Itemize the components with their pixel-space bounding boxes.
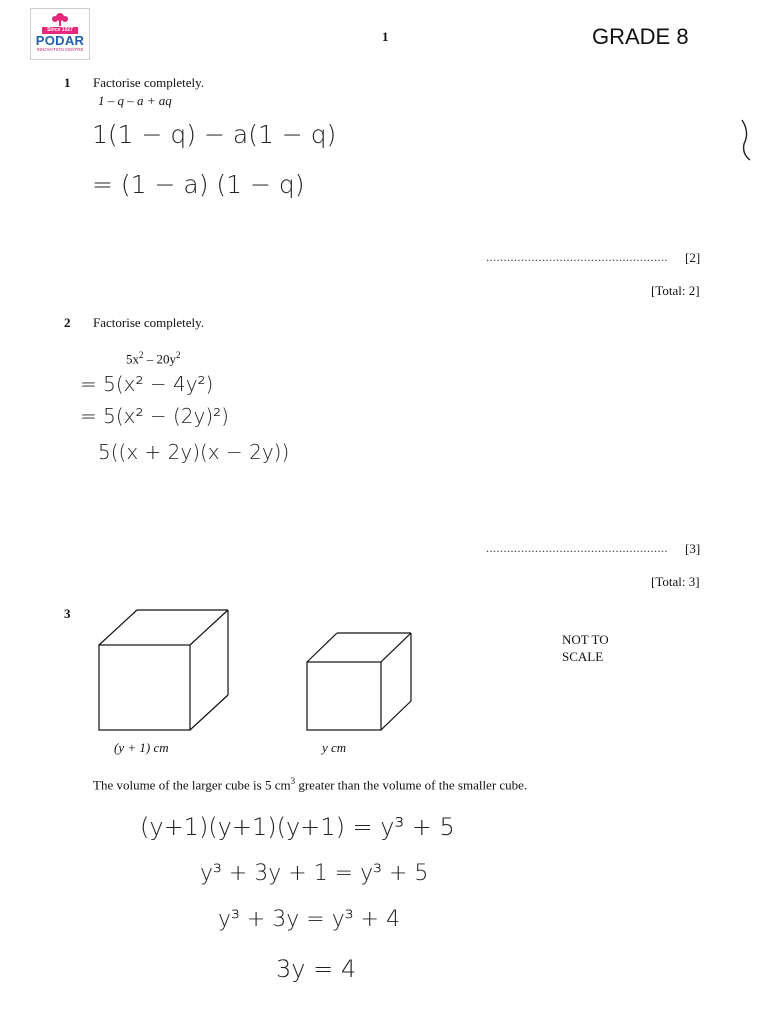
question-1-expression: 1 – q – a + aq xyxy=(98,93,172,108)
question-2-number: 2 xyxy=(64,315,71,330)
question-3-work-line-2: y³ + 3y + 1 = y³ + 5 xyxy=(200,861,429,886)
not-to-scale-line-2: SCALE xyxy=(562,649,604,664)
question-1-number: 1 xyxy=(64,75,71,90)
logo-tree-icon xyxy=(50,12,70,26)
logo-badge: Since 1927 xyxy=(42,27,78,34)
question-1-answer-line: .................................................... xyxy=(486,250,668,264)
small-cube xyxy=(307,633,411,730)
podar-logo xyxy=(30,8,90,60)
not-to-scale-line-1: NOT TO xyxy=(562,632,609,647)
question-1-instruction: Factorise completely. xyxy=(93,75,205,90)
small-cube-label: y cm xyxy=(322,740,347,755)
logo-name: PODAR xyxy=(35,33,85,48)
question-2-answer-line: .................................................... xyxy=(486,541,668,555)
logo-subtitle: INNOVATION CENTRE xyxy=(36,47,84,52)
question-1-work-line-2: = (1 − a) (1 − q) xyxy=(92,170,305,199)
not-to-scale-note xyxy=(562,631,609,665)
question-2-instruction: Factorise completely. xyxy=(93,315,205,330)
question-2-work-line-1: = 5(x² − 4y²) xyxy=(80,372,214,396)
large-cube-label: (y + 1) cm xyxy=(114,740,169,755)
question-3-number: 3 xyxy=(64,606,71,621)
large-cube xyxy=(99,610,228,730)
question-1-marks: [2] xyxy=(685,250,701,265)
question-2-total: [Total: 3] xyxy=(651,574,700,589)
question-2-expression: $5x^2 - 20y^2$ xyxy=(126,350,181,367)
question-2-work-line-2: = 5(x² − (2y)²) xyxy=(80,404,229,428)
margin-pen-stroke xyxy=(738,118,754,162)
question-1-work-line-1: 1(1 − q) − a(1 − q) xyxy=(92,120,337,149)
cubes-diagram xyxy=(90,600,430,740)
question-3-statement: The volume of the larger cube is 5 $cm^3$ greater than the volume of the smaller cube. xyxy=(93,776,528,793)
question-1-total: [Total: 2] xyxy=(651,283,700,298)
question-3-work-line-3: y³ + 3y = y³ + 4 xyxy=(218,907,400,932)
question-2-marks: [3] xyxy=(685,541,701,556)
page-number: 1 xyxy=(382,29,389,44)
question-3-work-line-1: (y+1)(y+1)(y+1) = y³ + 5 xyxy=(140,813,455,841)
question-2-work-line-3: 5((x + 2y)(x − 2y)) xyxy=(98,440,290,464)
grade-label: GRADE 8 xyxy=(592,24,689,49)
question-3-work-line-4: 3y = 4 xyxy=(276,955,357,983)
